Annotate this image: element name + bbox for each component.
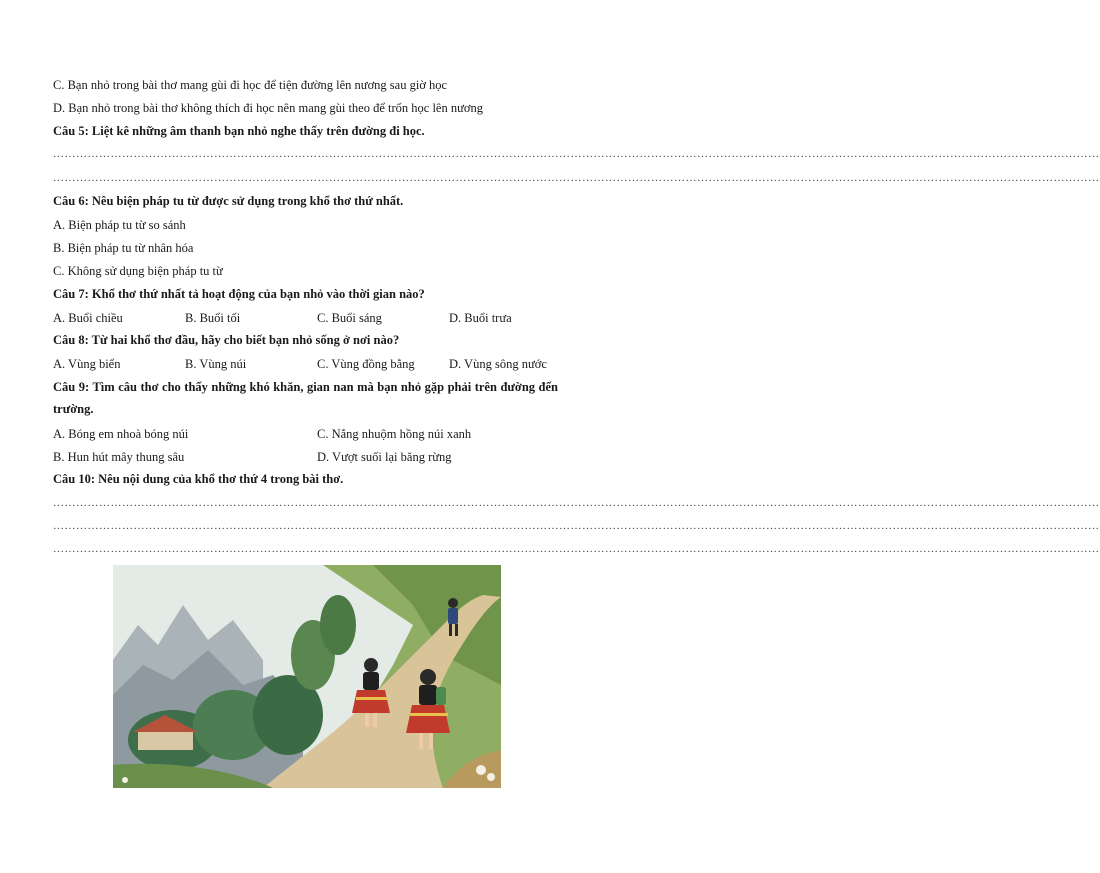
q7-option-b: B. Buổi tối bbox=[185, 311, 241, 325]
question-6: Câu 6: Nêu biện pháp tu từ được sử dụng trong khổ thơ thứ nhất. bbox=[53, 194, 404, 208]
q7-option-d: D. Buổi trưa bbox=[449, 311, 512, 325]
question-10: Câu 10: Nêu nội dung của khổ thơ thứ 4 trong bài thơ. bbox=[53, 472, 344, 486]
q8-option-a: A. Vùng biển bbox=[53, 357, 121, 371]
answer-line: ………………………………………………………………………………………………………………………………………………………………………………………………………………………………………………… bbox=[53, 148, 1100, 160]
q6-option-c: C. Không sử dụng biện pháp tu từ bbox=[53, 264, 223, 278]
question-8: Câu 8: Từ hai khổ thơ đầu, hãy cho biết bạn nhỏ sống ở nơi nào? bbox=[53, 333, 400, 347]
q6-option-b: B. Biện pháp tu từ nhân hóa bbox=[53, 241, 194, 255]
q9-option-b: B. Hun hút mây thung sâu bbox=[53, 450, 185, 464]
q9-option-d: D. Vượt suối lại băng rừng bbox=[317, 450, 452, 464]
question-7: Câu 7: Khổ thơ thứ nhất tả hoạt động của bạn nhỏ vào thời gian nào? bbox=[53, 287, 425, 301]
q6-option-a: A. Biện pháp tu từ so sánh bbox=[53, 218, 186, 232]
q7-option-a: A. Buổi chiều bbox=[53, 311, 123, 325]
children-walking-mountain-road-illustration bbox=[113, 565, 501, 788]
question-5: Câu 5: Liệt kê những âm thanh bạn nhỏ nghe thấy trên đường đi học. bbox=[53, 124, 425, 138]
q8-option-b: B. Vùng núi bbox=[185, 357, 247, 371]
answer-line: ………………………………………………………………………………………………………………………………………………………………………………………………………………………………………………… bbox=[53, 172, 1100, 184]
q9-option-a: A. Bóng em nhoà bóng núi bbox=[53, 427, 189, 441]
answer-line: ………………………………………………………………………………………………………………………………………………………………………………………………………………………………………………… bbox=[53, 497, 1100, 509]
q8-option-c: C. Vùng đồng bằng bbox=[317, 357, 415, 371]
question-9: Câu 9: Tìm câu thơ cho thấy những khó khăn, gian nan mà bạn nhỏ gặp phải trên đường đến trường. bbox=[53, 380, 558, 416]
option-d-previous-question: D. Bạn nhỏ trong bài thơ không thích đi học nên mang gùi theo để trốn học lên nương bbox=[53, 101, 483, 115]
q9-option-c: C. Nắng nhuộm hồng núi xanh bbox=[317, 427, 472, 441]
answer-line: ………………………………………………………………………………………………………………………………………………………………………………………………………………………………………………… bbox=[53, 543, 1100, 555]
q8-option-d: D. Vùng sông nước bbox=[449, 357, 547, 371]
option-c-previous-question: C. Bạn nhỏ trong bài thơ mang gùi đi học để tiện đường lên nương sau giờ học bbox=[53, 78, 448, 92]
answer-line: ………………………………………………………………………………………………………………………………………………………………………………………………………………………………………………… bbox=[53, 520, 1100, 532]
q7-option-c: C. Buổi sáng bbox=[317, 311, 382, 325]
